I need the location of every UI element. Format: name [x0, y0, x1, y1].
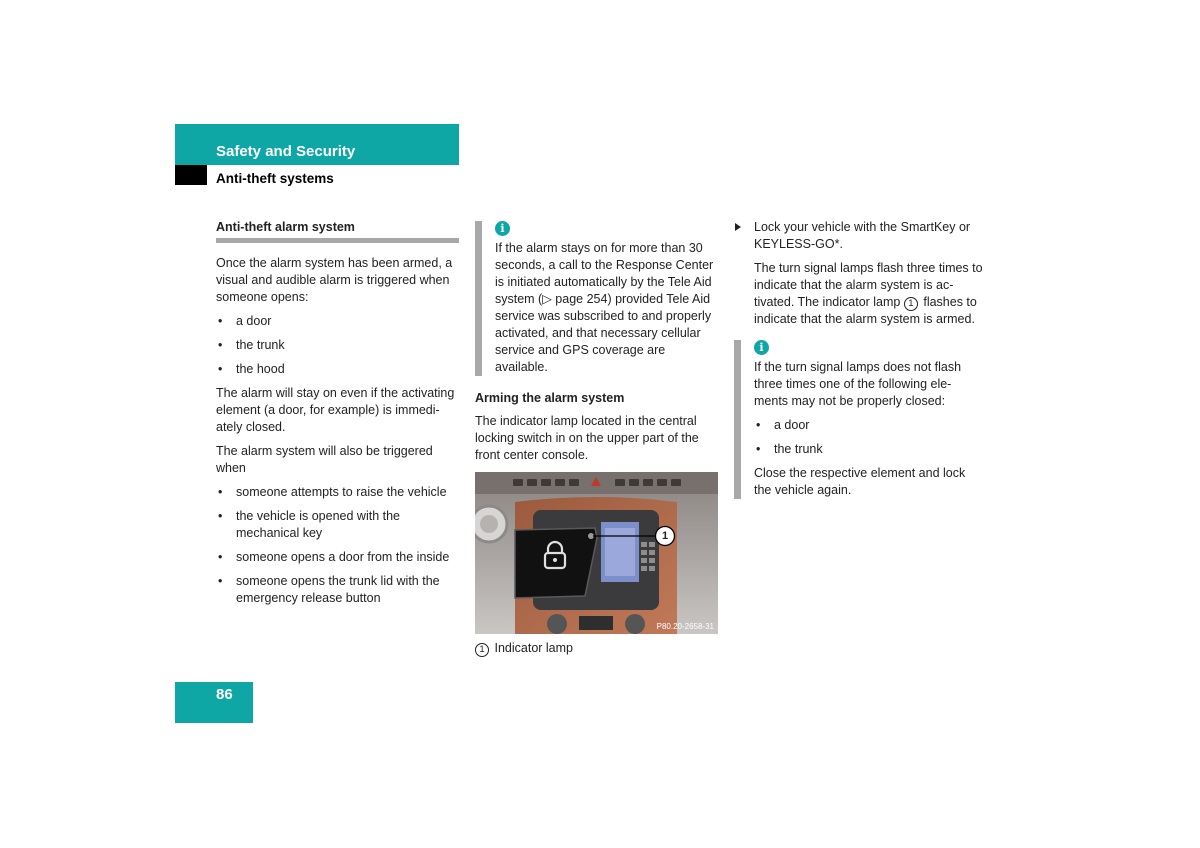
info-list: [754, 417, 979, 458]
result-number: 1: [904, 297, 918, 311]
console-photo: [475, 472, 718, 634]
page-number-box: [175, 682, 253, 723]
heading-rule: [216, 238, 459, 243]
list-item: • someone attempts to raise the vehicle: [216, 484, 461, 501]
photo-code: P80.20-2658-31: [656, 622, 714, 631]
also-triggered-paragraph: The alarm system will also be triggered when: [216, 444, 433, 475]
list-item: • the vehicle is opened with the mechanical key: [216, 508, 461, 542]
step-arrow-icon: [735, 223, 741, 231]
section-title: Anti-theft systems: [216, 171, 334, 186]
list-item: • the trunk: [754, 441, 979, 458]
column-middle: [475, 221, 720, 664]
info-text: If the alarm stays on for more than 30 seconds, a call to the Response Center is initiated automatically by the Tele Aid system (▷ page 254) provided Tele Aid service was subscribed to and properly activated, and that necessary cellular service and GPS coverage are available.: [495, 241, 714, 374]
result-text-before: The turn signal lamps flash three times to indicate that the alarm system is ac-tivated. The indicator lamp: [754, 261, 983, 309]
column-left: [216, 219, 461, 614]
caption-text: Indicator lamp: [494, 641, 573, 655]
photo-callout-number: 1: [661, 530, 669, 542]
opens-list: [216, 313, 461, 378]
instruction-step: [734, 219, 984, 253]
alarm-system-heading: Anti-theft alarm system: [216, 220, 355, 234]
result-text-after: flashes to indicate that the alarm system is armed.: [754, 295, 977, 326]
result-paragraph: [734, 260, 984, 328]
info-icon: i: [495, 221, 510, 236]
info-close-text: Close the respective element and lock the vehicle again.: [754, 466, 966, 497]
list-item: • someone opens a door from the inside: [216, 549, 461, 566]
list-item: • someone opens the trunk lid with the emergency release button: [216, 573, 461, 607]
photo-caption: [475, 640, 720, 657]
info-box-turn-signal: [734, 340, 979, 499]
arming-paragraph: The indicator lamp located in the central locking switch in on the upper part of the front center console.: [475, 414, 699, 462]
list-item: • a door: [754, 417, 979, 434]
list-item: • a door: [216, 313, 461, 330]
stay-on-paragraph: The alarm will stay on even if the activating element (a door, for example) is immedi-ately closed.: [216, 386, 455, 434]
info-text: If the turn signal lamps does not flash three times one of the following ele-ments may not be properly closed:: [754, 360, 962, 408]
info-box-bar: [475, 221, 482, 376]
info-box-bar: [734, 340, 741, 499]
console-illustration: [475, 472, 718, 634]
arming-heading: Arming the alarm system: [475, 391, 625, 405]
alarm-intro-paragraph: Once the alarm system has been armed, a visual and audible alarm is triggered when someone opens:: [216, 256, 453, 304]
info-box-tele-aid: [475, 221, 718, 376]
info-icon: i: [754, 340, 769, 355]
section-marker: [175, 165, 207, 185]
list-item: • the hood: [216, 361, 461, 378]
page-number: 86: [216, 686, 233, 703]
step-text: Lock your vehicle with the SmartKey or KEYLESS-GO*.: [754, 220, 971, 251]
list-item: • the trunk: [216, 337, 461, 354]
trigger-list: [216, 484, 461, 607]
caption-number: 1: [475, 643, 489, 657]
chapter-title: Safety and Security: [216, 143, 356, 160]
column-right: [734, 219, 984, 501]
